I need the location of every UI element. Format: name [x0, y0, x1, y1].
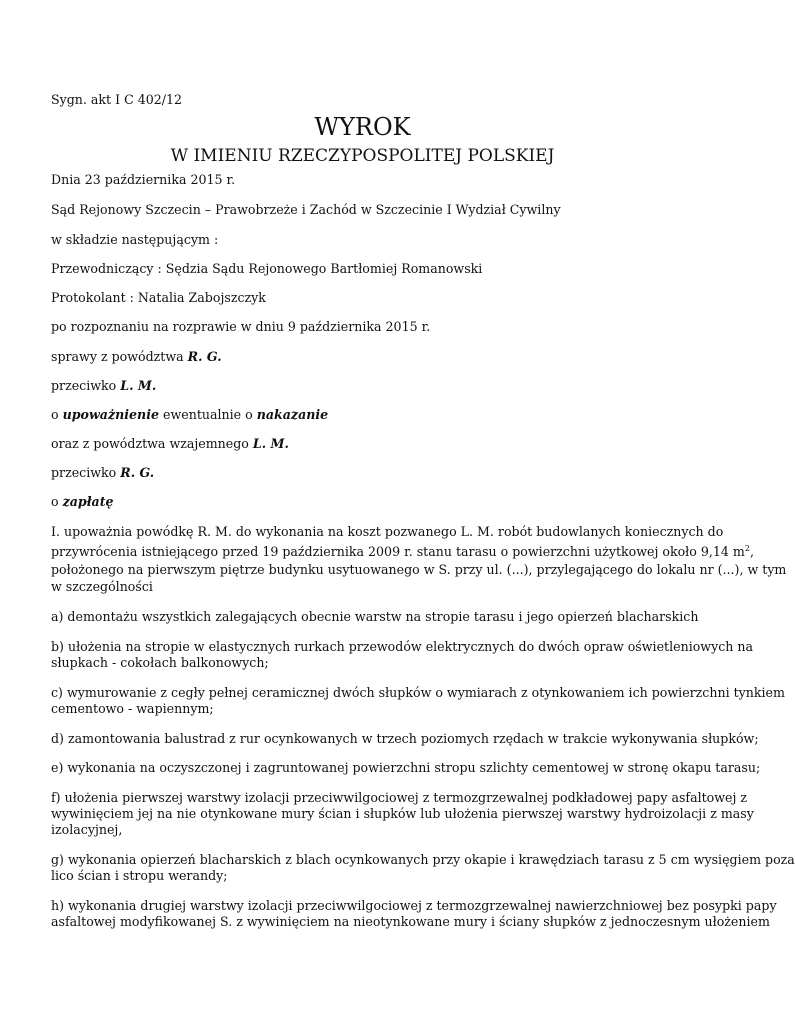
subject-line — [51, 407, 328, 423]
against-line — [51, 378, 156, 394]
case-number: Sygn. akt I C 402/12 — [51, 92, 183, 107]
item-a: a) demontażu wszystkich zalegających obecnie warstw na stropie tarasu i jego opierzeń blacharskich — [51, 609, 699, 624]
defendant-initials: L. M. — [120, 378, 157, 393]
point-one-line-1: I. upoważnia powódkę R. M. do wykonania na koszt pozwanego L. M. robót budowlanych koniecznych do — [51, 524, 724, 539]
court-name: Sąd Rejonowy Szczecin – Prawobrzeże i Zachód w Szczecinie I Wydział Cywilny — [51, 202, 561, 217]
counterclaim-party: L. M. — [252, 436, 289, 451]
item-h-line-2: asfaltowej modyfikowanej S. z wywinięciem na nieotynkowane mury i ściany słupków z jednoczesnym ułożeniem — [51, 914, 770, 929]
presiding-judge: Przewodniczący : Sędzia Sądu Rejonowego Bartłomiej Romanowski — [51, 261, 483, 276]
item-f-line-2: wywinięciem jej na nie otynkowane mury ścian i słupków lub ułożenia pierwszej warstwy hydroizolacji z masy — [51, 806, 754, 821]
item-f-line-1: f) ułożenia pierwszej warstwy izolacji przeciwwilgociowej z termozgrzewalnej podkładowej papy asfaltowej z — [51, 790, 748, 805]
court-clerk: Protokolant : Natalia Zabojszczyk — [51, 290, 266, 305]
point-one-line-2 — [51, 544, 754, 560]
hearing-line: po rozpoznaniu na rozprawie w dniu 9 października 2015 r. — [51, 319, 431, 334]
counterclaim-prefix: oraz z powództwa wzajemnego — [51, 436, 253, 451]
item-b-line-1: b) ułożenia na stropie w elastycznych rurkach przewodów elektrycznych do dwóch opraw oświetleniowych na — [51, 639, 753, 654]
item-d: d) zamontowania balustrad z rur ocynkowanych w trzech poziomych rzędach w trakcie wykonywania słupków; — [51, 731, 759, 746]
item-g-line-1: g) wykonania opierzeń blacharskich z blach ocynkowanych przy okapie i krawędziach tarasu z 5 cm wysięgiem poza — [51, 852, 795, 867]
payment-term: zapłatę — [62, 494, 114, 509]
item-g-line-2: lico ścian i stropu werandy; — [51, 868, 228, 883]
point-one-line-4: w szczególności — [51, 579, 153, 594]
plaintiff-initials: R. G. — [187, 349, 222, 364]
document-title: WYROK — [314, 113, 411, 141]
p1-l2-text: przywrócenia istniejącego przed 19 października 2009 r. stanu tarasu o powierzchni użytkowej około 9,14 m — [51, 544, 745, 559]
against-prefix: przeciwko — [51, 378, 121, 393]
item-f-line-3: izolacyjnej, — [51, 822, 123, 837]
payment-line — [51, 494, 114, 510]
item-b-line-2: słupkach - cokołach balkonowych; — [51, 655, 269, 670]
item-e: e) wykonania na oczyszczonej i zagruntowanej powierzchni stropu szlichty cementowej w stronę okapu tarasu; — [51, 760, 761, 775]
item-c-line-1: c) wymurowanie z cegły pełnej ceramicznej dwóch słupków o wymiarach z otynkowaniem ich powierzchni tynkiem — [51, 685, 785, 700]
counterclaim-line — [51, 436, 289, 452]
composition-line: w składzie następującym : — [51, 232, 219, 247]
claim-line — [51, 349, 222, 365]
item-h-line-1: h) wykonania drugiej warstwy izolacji przeciwwilgociowej z termozgrzewalnej nawierzchniowej bez posypki papy — [51, 898, 777, 913]
against-line-2 — [51, 465, 154, 481]
counter-defendant: R. G. — [120, 465, 155, 480]
payment-prefix: o — [51, 494, 63, 509]
claim-prefix: sprawy z powództwa — [51, 349, 188, 364]
subject-prefix: o — [51, 407, 63, 422]
item-c-line-2: cementowo - wapiennym; — [51, 701, 214, 716]
subject-term-a: upoważnienie — [62, 407, 160, 422]
subject-term-b: nakazanie — [256, 407, 329, 422]
point-one-line-3: położonego na pierwszym piętrze budynku usytuowanego w S. przy ul. (...), przylegającego do lokalu nr (...), w tym — [51, 562, 787, 577]
area-superscript: 2 — [744, 544, 750, 553]
document-subtitle: W IMIENIU RZECZYPOSPOLITEJ POLSKIEJ — [170, 146, 555, 166]
judgment-date: Dnia 23 października 2015 r. — [51, 172, 236, 187]
against-prefix-2: przeciwko — [51, 465, 121, 480]
subject-mid: ewentualnie o — [159, 407, 257, 422]
p1-l2-comma: , — [749, 544, 754, 559]
